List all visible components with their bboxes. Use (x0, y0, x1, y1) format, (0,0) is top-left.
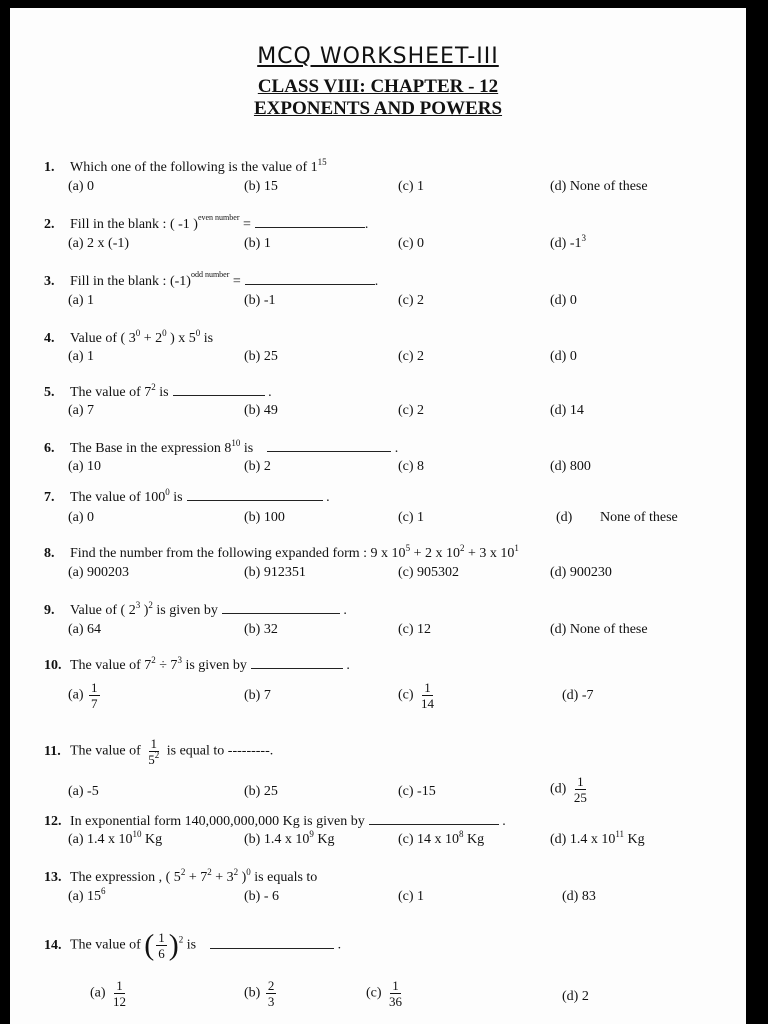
q14-option-c: (c) $\frac{1}{36}$ (366, 978, 403, 1009)
q4-option-d: (d) 0 (550, 349, 577, 364)
q2-option-b: (b) 1 (244, 236, 271, 251)
fraction: $\frac{2}{3}$ (267, 978, 275, 1009)
q3-option-d: (d) 0 (550, 293, 577, 308)
q8-option-b: (b) 912351 (244, 565, 306, 580)
q6-option-d: (d) 800 (550, 459, 591, 474)
fraction: $\frac{1}{25}$ (573, 774, 587, 805)
q7-option-d-text: None of these (600, 510, 678, 525)
q4-option-b: (b) 25 (244, 349, 278, 364)
q5-option-b: (b) 49 (244, 403, 278, 418)
fraction: $\frac{1}{12}$ (113, 978, 127, 1009)
answer-blank (222, 612, 340, 614)
answer-blank (255, 226, 365, 228)
question-5: 5. The value of $7^2$ is . (44, 382, 272, 400)
question-10: 10. The value of $7^2 \div 7^3$ is given by . (44, 655, 350, 673)
answer-blank (187, 499, 323, 501)
q3-option-b: (b) -1 (244, 293, 276, 308)
q2-option-c: (c) 0 (398, 236, 425, 251)
q1-option-c: (c) 1 (398, 179, 425, 194)
q5-option-c: (c) 2 (398, 403, 425, 418)
q9-option-b: (b) 32 (244, 622, 278, 637)
q10-option-d: (d) -7 (562, 688, 594, 703)
question-6: 6. The Base in the expression $8^{10}$ is . (44, 438, 399, 456)
q12-option-b: (b) 1.4 x $10^9$ Kg (244, 829, 335, 847)
question-7: 7. The value of $100^0$ is . (44, 487, 330, 505)
q9-option-d: (d) None of these (550, 622, 648, 637)
question-1: 1. Which one of the following is the value of $1^{15}$ (44, 157, 327, 175)
question-3: 3. Fill in the blank : $(-1)^{odd number}$ = . (44, 270, 379, 289)
fraction: $\frac{1}{36}$ (389, 978, 403, 1009)
q14-option-a: (a) $\frac{1}{12}$ (90, 978, 127, 1009)
chapter-name: EXPONENTS AND POWERS (253, 98, 503, 119)
q12-option-a: (a) 1.4 x $10^{10}$ Kg (68, 829, 163, 847)
q12-option-d: (d) 1.4 x $10^{11}$ Kg (550, 829, 645, 847)
q3-option-a: (a) 1 (68, 293, 95, 308)
q11-option-d: (d) $\frac{1}{25}$ (550, 774, 587, 805)
q11-option-c: (c) -15 (398, 784, 436, 799)
question-13: 13. The expression , ( $5^2 + 7^2 + 3^2$ )$^0$ is equals to (44, 867, 318, 885)
q4-option-c: (c) 2 (398, 349, 425, 364)
worksheet-title: MCQ WORKSHEET-III (257, 44, 499, 69)
q12-option-c: (c) 14 x $10^8$ Kg (398, 829, 485, 847)
question-11: 11. The value of $\frac{1}{5^2}$ is equal to ---------. (44, 736, 274, 767)
q11-option-b: (b) 25 (244, 784, 278, 799)
fraction: $\frac{1}{6}$ (158, 930, 165, 961)
answer-blank (369, 823, 499, 825)
q6-option-c: (c) 8 (398, 459, 425, 474)
q8-option-d: (d) 900230 (550, 565, 612, 580)
q2-option-d: (d) $-1^3$ (550, 233, 586, 251)
answer-blank (173, 394, 265, 396)
q10-option-a: (a) $\frac{1}{7}$ (68, 680, 98, 711)
q6-option-a: (a) 10 (68, 459, 102, 474)
q13-option-c: (c) 1 (398, 889, 425, 904)
q2-option-a: (a) 2 x (-1) (68, 236, 130, 251)
question-14: 14. The value of ( $\frac{1}{6}$ )$^2$ is . (44, 928, 342, 962)
q5-option-d: (d) 14 (550, 403, 584, 418)
question-8: 8. Find the number from the following expanded form : 9 x $10^5 + 2$ x $10^2 + 3$ x $10^1$ (44, 543, 519, 561)
question-4: 4. Value of ( $3^0 + 2^0$ ) x $5^0$ is (44, 328, 214, 346)
fraction: $\frac{1}{5^2}$ (148, 736, 160, 767)
q9-option-a: (a) 64 (68, 622, 102, 637)
q13-option-b: (b) - 6 (244, 889, 279, 904)
q1-option-a: (a) 0 (68, 179, 95, 194)
class-chapter-line: CLASS VIII: CHAPTER - 12 (257, 76, 499, 97)
q7-option-d: (d) (556, 510, 573, 525)
q7-option-b: (b) 100 (244, 510, 285, 525)
answer-blank (267, 450, 391, 452)
q9-option-c: (c) 12 (398, 622, 432, 637)
q11-option-a: (a) -5 (68, 784, 99, 799)
q1-option-b: (b) 15 (244, 179, 278, 194)
open-paren: ( (144, 928, 155, 962)
close-paren: ) (168, 928, 179, 962)
q7-option-a: (a) 0 (68, 510, 95, 525)
q13-option-a: (a) $15^6$ (68, 886, 106, 904)
q13-option-d: (d) 83 (562, 889, 596, 904)
q8-option-c: (c) 905302 (398, 565, 460, 580)
fraction: $\frac{1}{14}$ (421, 680, 435, 711)
q10-option-b: (b) 7 (244, 688, 271, 703)
q3-option-c: (c) 2 (398, 293, 425, 308)
answer-blank (251, 667, 343, 669)
answer-blank (210, 947, 334, 949)
q10-option-c: (c) $\frac{1}{14}$ (398, 680, 435, 711)
q14-option-b: (b) $\frac{2}{3}$ (244, 978, 275, 1009)
fraction: $\frac{1}{7}$ (91, 680, 98, 711)
worksheet-page (10, 8, 746, 1024)
answer-blank (245, 283, 375, 285)
question-12: 12. In exponential form 140,000,000,000 Kg is given by . (44, 814, 506, 829)
q8-option-a: (a) 900203 (68, 565, 130, 580)
question-2: 2. Fill in the blank : ( -1 )$^{even number}$ = . (44, 213, 369, 232)
q1-option-d: (d) None of these (550, 179, 648, 194)
q4-option-a: (a) 1 (68, 349, 95, 364)
q6-option-b: (b) 2 (244, 459, 271, 474)
q5-option-a: (a) 7 (68, 403, 95, 418)
q14-option-d: (d) 2 (562, 989, 589, 1004)
q7-option-c: (c) 1 (398, 510, 425, 525)
question-9: 9. Value of ( $2^3$ )$^2$ is given by . (44, 600, 347, 618)
